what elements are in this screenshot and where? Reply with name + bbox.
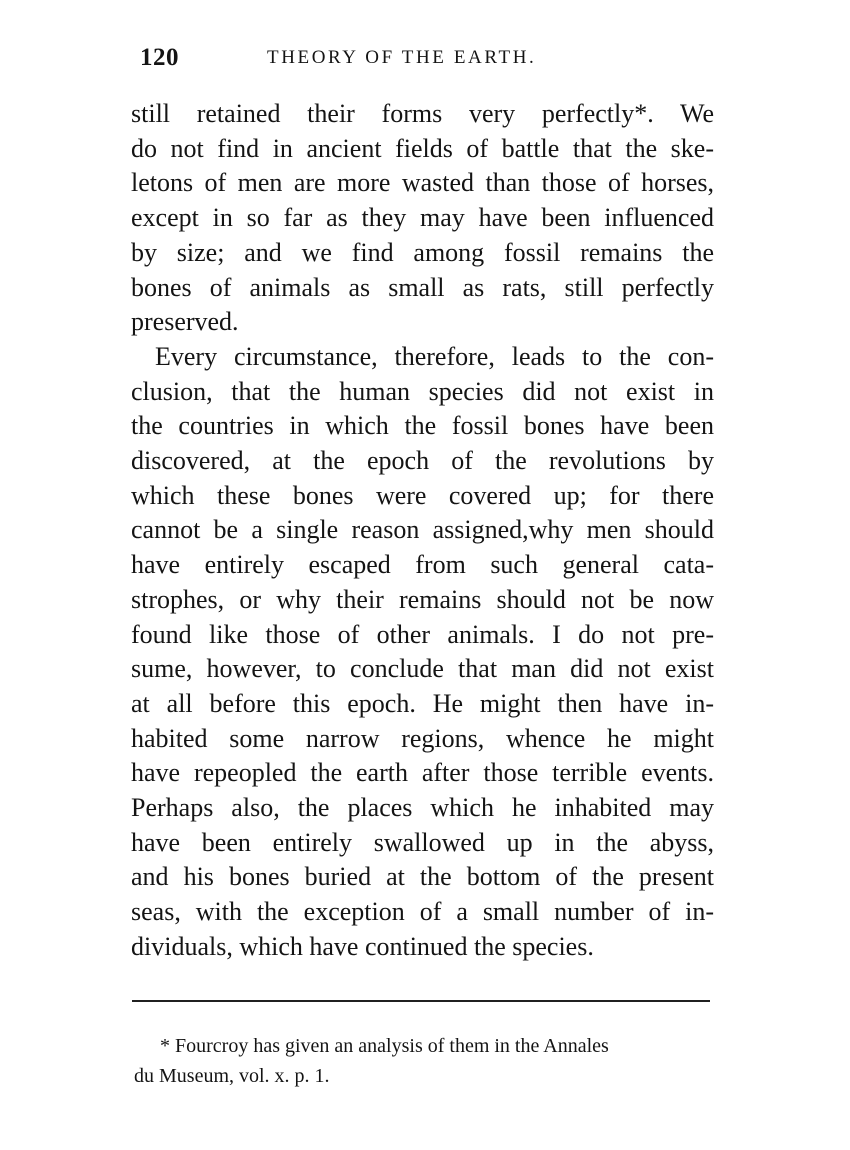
text-line: strophes, or why their remains should not be now bbox=[131, 584, 714, 614]
text-line: by size; and we find among fossil remains the bbox=[131, 237, 714, 267]
text-line: dividuals, which have continued the species. bbox=[131, 931, 594, 961]
footnote-line: * Fourcroy has given an analysis of them in the Annales bbox=[160, 1035, 609, 1057]
text-line: sume, however, to conclude that man did not exist bbox=[131, 654, 714, 684]
text-line: discovered, at the epoch of the revolutions by bbox=[131, 446, 714, 476]
footnote-divider bbox=[132, 1000, 710, 1002]
text-line: have repeopled the earth after those terrible events. bbox=[131, 758, 714, 788]
text-line: and his bones buried at the bottom of the present bbox=[131, 862, 714, 892]
text-line: the countries in which the fossil bones have been bbox=[131, 411, 714, 441]
footnote-line: du Museum, vol. x. p. 1. bbox=[134, 1065, 330, 1087]
paragraph bbox=[131, 97, 714, 340]
text-line: have entirely escaped from such general cata- bbox=[131, 550, 714, 580]
running-title: THEORY OF THE EARTH. bbox=[267, 47, 537, 68]
text-line: preserved. bbox=[131, 307, 239, 337]
text-line: bones of animals as small as rats, still perfectly bbox=[131, 272, 714, 302]
text-line: letons of men are more wasted than those of horses, bbox=[131, 168, 714, 198]
text-line: seas, with the exception of a small number of in- bbox=[131, 897, 714, 927]
text-line: still retained their forms very perfectly*. We bbox=[131, 99, 714, 128]
footnote bbox=[134, 1031, 712, 1091]
text-line: habited some narrow regions, whence he might bbox=[131, 723, 714, 753]
text-line: found like those of other animals. I do not pre- bbox=[131, 619, 714, 649]
text-line: at all before this epoch. He might then have in- bbox=[131, 688, 714, 718]
text-line: which these bones were covered up; for there bbox=[131, 480, 714, 510]
page-number: 120 bbox=[140, 44, 179, 71]
text-line: except in so far as they may have been influenced bbox=[131, 203, 714, 233]
text-line: cannot be a single reason assigned,why men should bbox=[131, 515, 714, 545]
text-line: do not find in ancient fields of battle that the ske- bbox=[131, 133, 714, 163]
text-line: Perhaps also, the places which he inhabited may bbox=[131, 793, 714, 823]
text-line: Every circumstance, therefore, leads to the con- bbox=[155, 341, 714, 371]
paragraph bbox=[131, 340, 714, 965]
body-text bbox=[131, 97, 714, 965]
text-line: clusion, that the human species did not exist in bbox=[131, 376, 714, 406]
text-line: have been entirely swallowed up in the abyss, bbox=[131, 827, 714, 857]
running-head bbox=[140, 44, 720, 78]
